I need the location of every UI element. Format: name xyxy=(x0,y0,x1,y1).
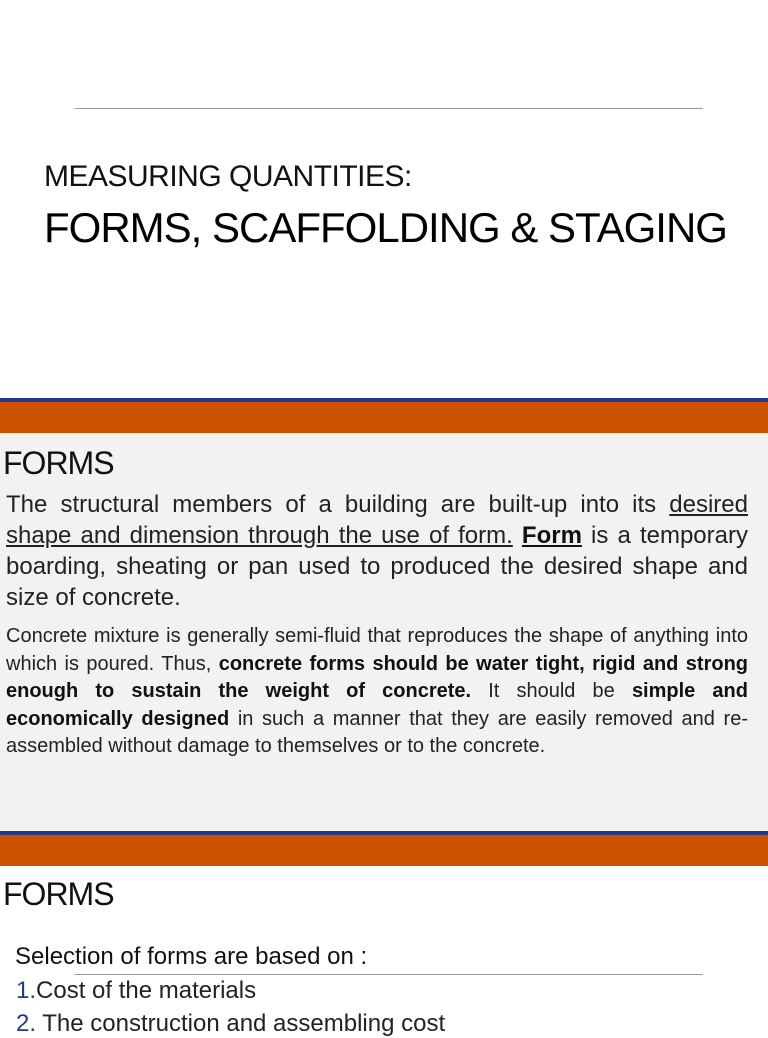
para1-text: The structural members of a building are built-up into its xyxy=(6,491,670,518)
list-item xyxy=(16,1010,445,1038)
section-heading: FORMS xyxy=(3,445,114,481)
slide-subtitle: MEASURING QUANTITIES: xyxy=(44,160,412,193)
list-item xyxy=(16,977,256,1005)
requirement-bold-1: concrete forms should be water tight, rigid and strong enough to sustain the weight of concrete. xyxy=(6,652,748,702)
para1-underlined: desired shape and dimension through the use of form. xyxy=(6,491,748,549)
requirement-bold-2: simple and economically designed xyxy=(6,680,748,730)
forms-definition-slide xyxy=(0,433,768,831)
slide-header-band xyxy=(0,835,768,866)
top-divider xyxy=(75,108,703,109)
section-heading: FORMS xyxy=(3,876,114,912)
definition-paragraph xyxy=(6,489,748,613)
slide-title: FORMS, SCAFFOLDING & STAGING xyxy=(44,204,727,251)
list-number: 1. xyxy=(16,977,37,1004)
requirements-paragraph: Concrete mixture is generally semi-fluid that reproduces the shape of anything into which is poured. Thus, concrete forms should be water tight, rigid and strong enough to sustain the weight of concrete. It should be simple and economically designed in such a manner that they are easily removed and re-assembled without damage to themselves or to the concrete. xyxy=(6,625,748,757)
para1-text-end: is a temporary boarding, sheating or pan used to produced the desired shape and size of concrete. xyxy=(6,522,748,611)
slide-header-band xyxy=(0,402,768,433)
forms-selection-slide xyxy=(0,866,768,1037)
list-text: Cost of the materials xyxy=(36,977,257,1004)
list-text: The construction and assembling cost xyxy=(36,1010,446,1037)
bottom-divider xyxy=(75,974,703,975)
list-number: 2. xyxy=(16,1010,37,1037)
title-slide xyxy=(0,0,768,398)
selection-label: Selection of forms are based on : xyxy=(15,943,368,970)
form-term: Form xyxy=(521,522,582,549)
